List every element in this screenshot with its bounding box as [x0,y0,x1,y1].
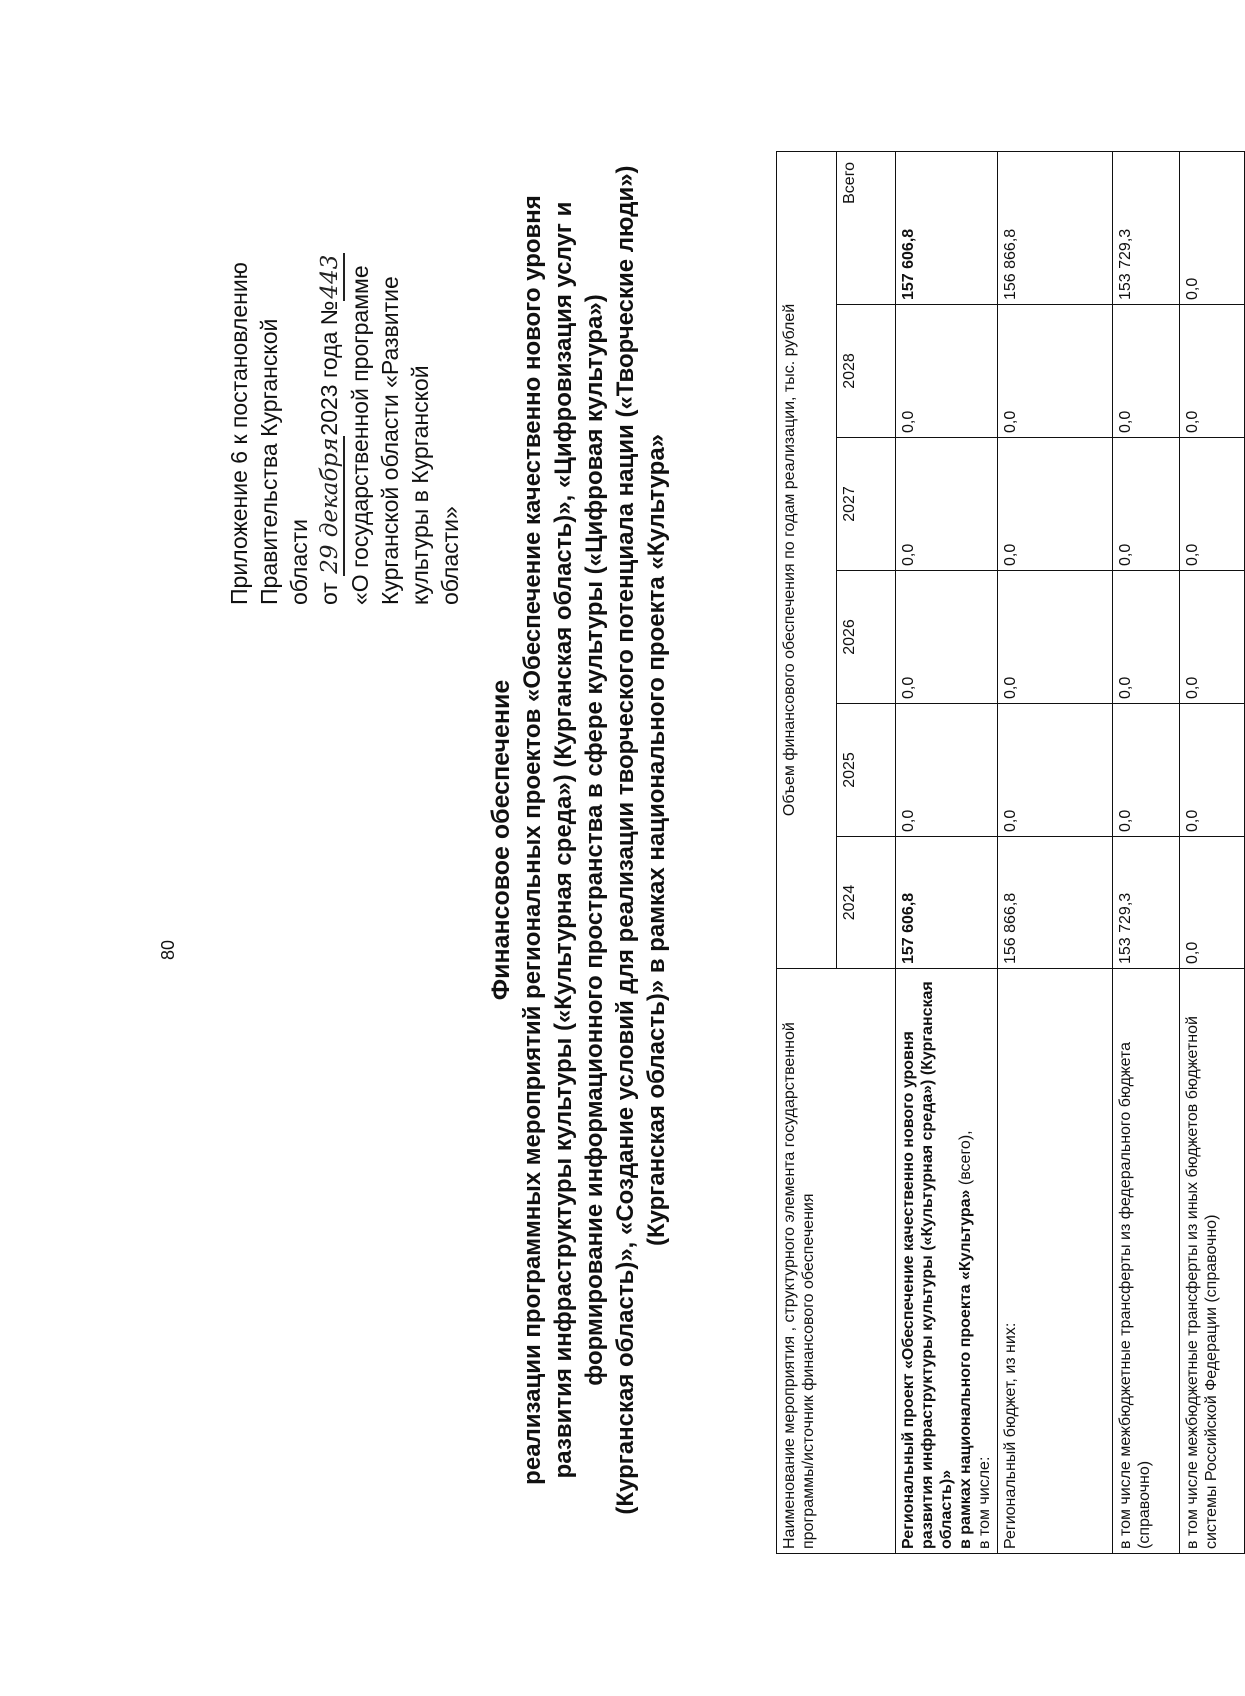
program-line: «О государственной программе [347,265,373,605]
table-row [1180,151,1245,1553]
value-cell: 0,0 [998,305,1113,438]
row-name-cell: в том числе межбюджетные трансферты из федерального бюджета (справочно) [1113,969,1180,1554]
title-line: реализации программных мероприятий региональных проектов «Обеспечение качественно нового уровня [519,195,546,1485]
financing-table [776,151,1245,1554]
value-cell: 153 729,3 [1113,837,1180,969]
total-cell: 157 606,8 [896,151,998,304]
program-line: области» [437,506,463,605]
value-cell: 157 606,8 [896,837,998,969]
appendix-line: Приложение 6 к постановлению [226,262,252,605]
row-name-rest-2: в том числе: [976,1456,993,1549]
title-line: развития инфраструктуры культуры («Культурная среда») (Курганская область)», «Цифровизация услуг и [550,201,577,1479]
value-cell: 0,0 [896,438,998,571]
row-name-bold-2: в рамках национального проекта «Культура» [957,1189,974,1549]
header-year-cell: 2028 [836,305,896,438]
table-row [896,151,998,1553]
row-name-bold: Региональный проект «Обеспечение качественно нового уровня развития инфраструктуры культуры («Культурная среда») (Курганская область)» [900,981,955,1549]
title-line: (Курганская область)», «Создание условий для реализации творческого потенциала нации («Творческие люди») [612,165,639,1515]
value-cell: 0,0 [998,438,1113,571]
value-cell: 0,0 [1113,305,1180,438]
total-cell: 0,0 [1180,151,1245,304]
appendix-line: области [286,518,312,605]
value-cell: 0,0 [1180,438,1245,571]
program-line: Курганской области «Развитие [377,276,403,605]
date-year: 2023 года № [316,300,342,436]
table-row [998,151,1113,1553]
value-cell: 0,0 [896,571,998,704]
page-number: 80 [158,939,178,960]
appendix-block [224,105,465,605]
header-year-cell: 2025 [836,704,896,837]
value-cell: 0,0 [1180,837,1245,969]
table-row [1113,151,1180,1553]
program-line: культуры в Курганской [407,365,433,605]
value-cell: 0,0 [1113,704,1180,837]
appendix-line: Правительства Курганской [256,318,282,605]
value-cell: 0,0 [1113,438,1180,571]
value-cell: 0,0 [998,571,1113,704]
header-volume-cell: Объем финансового обеспечения по годам реализации, тыс. рублей [777,151,837,968]
handwritten-date: 29 декабря [317,437,343,574]
total-cell: 156 866,8 [998,151,1113,304]
appendix-date-line [314,105,345,605]
header-year-cell: 2026 [836,571,896,704]
rotated-page [86,60,1220,1620]
value-cell: 0,0 [896,305,998,438]
total-cell: 153 729,3 [1113,151,1180,304]
value-cell: 156 866,8 [998,837,1113,969]
title-heading: Финансовое обеспечение [487,679,515,1001]
value-cell: 0,0 [1113,571,1180,704]
header-year-cell: 2027 [836,438,896,571]
header-year-cell: 2024 [836,837,896,969]
value-cell: 0,0 [1180,704,1245,837]
header-name-cell: Наименование мероприятия , структурного элемента государственной программы/источник финансового обеспечения [777,969,896,1554]
title-line: формирование информационного пространства в сфере культуры («Цифровая культура») [581,294,608,1386]
handwritten-number: 443 [317,254,343,299]
value-cell: 0,0 [896,704,998,837]
value-cell: 0,0 [1180,571,1245,704]
row-name-cell: в том числе межбюджетные трансферты из иных бюджетов бюджетной системы Российской Федерации (справочно) [1180,969,1245,1554]
row-name-cell: Региональный бюджет, из них: [998,969,1113,1554]
title-line: (Курганская область)» в рамках национального проекта «Культура» [643,433,670,1247]
value-cell: 0,0 [998,704,1113,837]
row-name-cell [896,969,998,1554]
header-total-cell: Всего [836,151,896,304]
document-title [486,60,672,1620]
value-cell: 0,0 [1180,305,1245,438]
row-name-rest: (всего), [957,1130,974,1190]
date-prefix: от [316,582,342,605]
